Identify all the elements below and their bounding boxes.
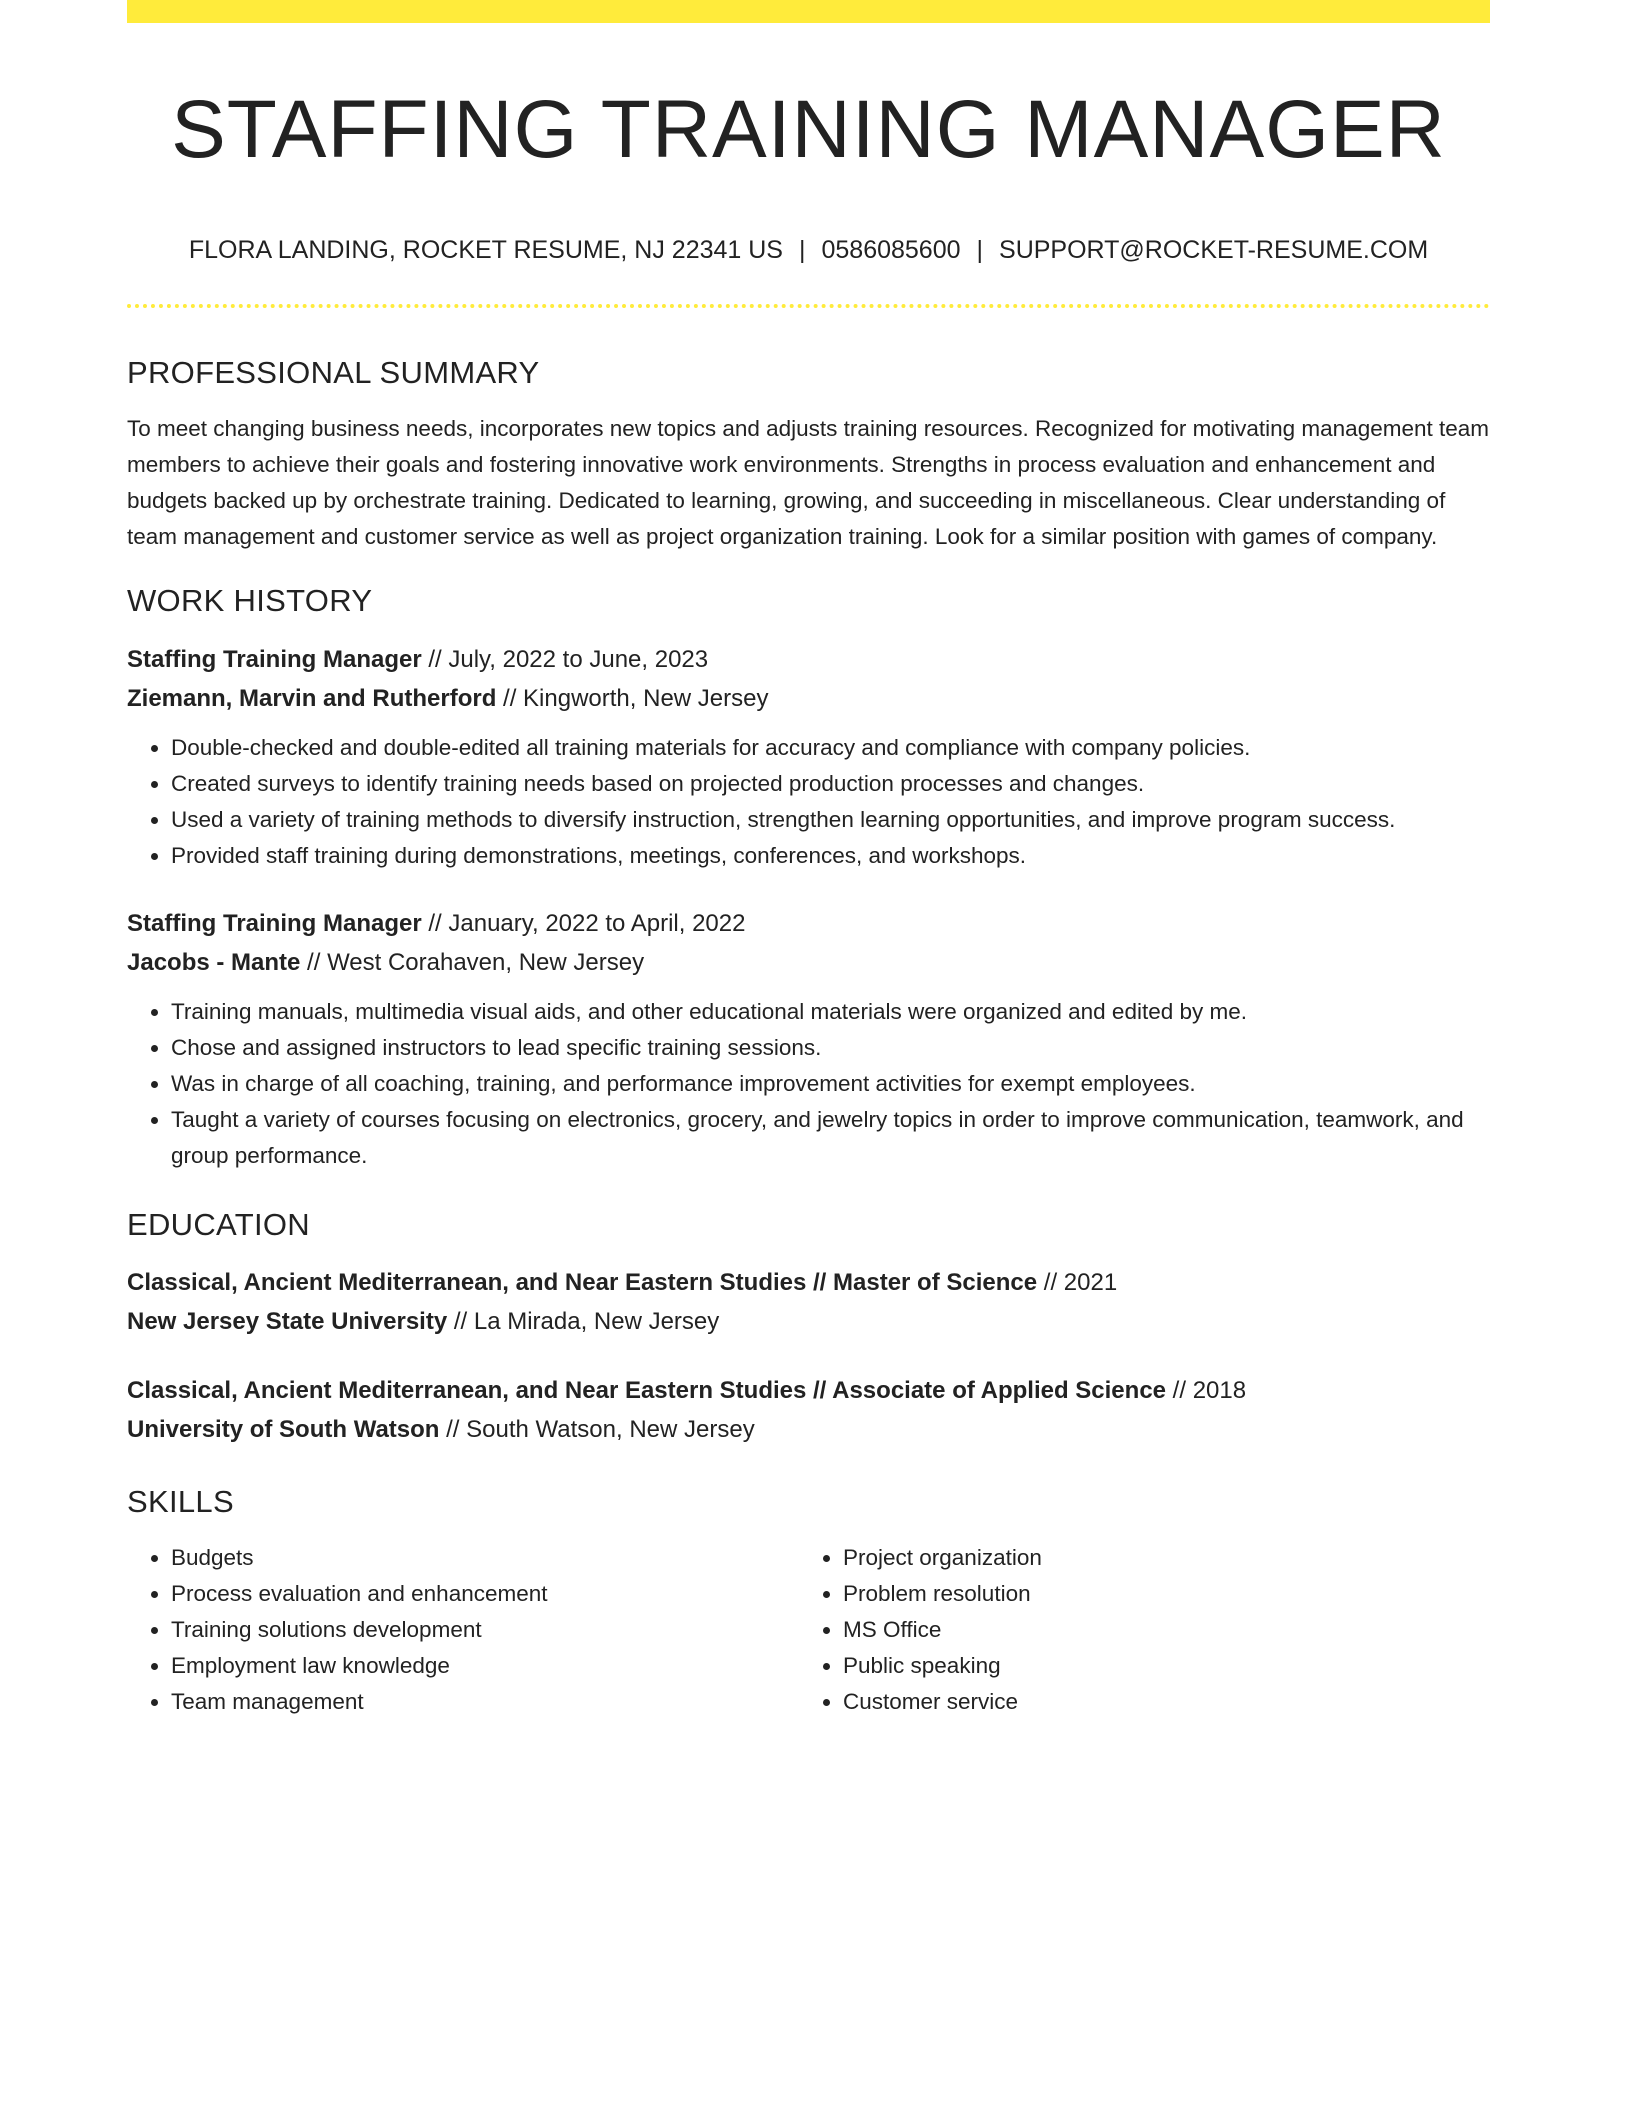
education-degree: Classical, Ancient Mediterranean, and Near Eastern Studies // Master of Science <box>127 1268 1038 1296</box>
education-school: University of South Watson <box>127 1415 440 1443</box>
job-bullet: • Taught a variety of courses focusing on electronics, grocery, and jewelry topics in order to improve communication, teamwork, and group performance. <box>171 1102 1490 1174</box>
job-company: Jacobs - Mante <box>127 948 301 976</box>
job-bullets <box>127 730 1490 874</box>
section-title-work-history: WORK HISTORY <box>127 583 373 619</box>
skill-item: • Process evaluation and enhancement <box>171 1576 798 1612</box>
job-company: Ziemann, Marvin and Rutherford <box>127 684 497 712</box>
skills-columns <box>127 1540 1490 1720</box>
education-degree-line <box>127 1263 1490 1302</box>
section-title-education: EDUCATION <box>127 1206 310 1242</box>
education-year: // 2018 <box>1166 1376 1247 1404</box>
education-entry <box>127 1263 1490 1341</box>
skills-list-left <box>127 1540 798 1720</box>
contact-phone: 0586085600 <box>821 236 961 265</box>
job-entry <box>127 640 1490 874</box>
section-title-summary: PROFESSIONAL SUMMARY <box>127 355 540 391</box>
contact-line <box>127 235 1490 265</box>
contact-email: SUPPORT@ROCKET-RESUME.COM <box>999 236 1429 265</box>
education-school-line <box>127 1302 1490 1341</box>
job-location: // Kingworth, New Jersey <box>496 684 769 712</box>
job-bullet: • Used a variety of training methods to diversify instruction, strengthen learning opportunities, and improve program success. <box>171 802 1490 838</box>
contact-address: FLORA LANDING, ROCKET RESUME, NJ 22341 US <box>188 236 783 265</box>
skill-item: • Employment law knowledge <box>171 1648 798 1684</box>
job-entry <box>127 904 1490 1174</box>
education-school: New Jersey State University <box>127 1307 448 1335</box>
skill-item: • Project organization <box>843 1540 1470 1576</box>
education-location: // La Mirada, New Jersey <box>447 1307 720 1335</box>
job-company-line <box>127 943 1490 982</box>
summary-text: To meet changing business needs, incorporates new topics and adjusts training resources. Recognized for motivating management team members to achieve their goals and fostering innovative work environments. Strengths in process evaluation and enhancement and budgets backed up by orchestrate training. Dedicated to learning, growing, and succeeding in miscellaneous. Clear understanding of team management and customer service as well as project organization training. Look for a similar position with games of company. <box>127 416 1490 550</box>
education-degree-line <box>127 1371 1490 1410</box>
job-dates: // January, 2022 to April, 2022 <box>421 909 746 937</box>
job-bullet: • Was in charge of all coaching, training, and performance improvement activities for exempt employees. <box>171 1066 1490 1102</box>
job-bullet: • Created surveys to identify training needs based on projected production processes and changes. <box>171 766 1490 802</box>
skill-item: • Customer service <box>843 1684 1470 1720</box>
contact-separator: | <box>798 236 806 265</box>
job-header <box>127 640 1490 679</box>
job-bullet: • Double-checked and double-edited all training materials for accuracy and compliance with company policies. <box>171 730 1490 766</box>
contact-separator: | <box>976 236 984 265</box>
education-entry <box>127 1371 1490 1449</box>
skill-item: • Team management <box>171 1684 798 1720</box>
skill-item: • Training solutions development <box>171 1612 798 1648</box>
skill-item: • Problem resolution <box>843 1576 1470 1612</box>
job-bullet: • Chose and assigned instructors to lead specific training sessions. <box>171 1030 1490 1066</box>
job-bullets <box>127 994 1490 1174</box>
skill-item: • Public speaking <box>843 1648 1470 1684</box>
job-header <box>127 904 1490 943</box>
accent-bar <box>127 0 1490 23</box>
education-degree: Classical, Ancient Mediterranean, and Near Eastern Studies // Associate of Applied Science <box>127 1376 1167 1404</box>
section-title-skills: SKILLS <box>127 1483 234 1519</box>
job-position: Staffing Training Manager <box>127 909 422 937</box>
dotted-divider <box>127 304 1490 308</box>
skill-item: • MS Office <box>843 1612 1470 1648</box>
education-year: // 2021 <box>1037 1268 1118 1296</box>
candidate-title: STAFFING TRAINING MANAGER <box>171 84 1446 175</box>
resume-content <box>127 23 1490 1720</box>
job-location: // West Corahaven, New Jersey <box>300 948 645 976</box>
job-bullet: • Provided staff training during demonstrations, meetings, conferences, and workshops. <box>171 838 1490 874</box>
job-company-line <box>127 679 1490 718</box>
job-bullet: • Training manuals, multimedia visual aids, and other educational materials were organized and edited by me. <box>171 994 1490 1030</box>
job-position: Staffing Training Manager <box>127 645 422 673</box>
skill-item: • Budgets <box>171 1540 798 1576</box>
education-school-line <box>127 1410 1490 1449</box>
job-dates: // July, 2022 to June, 2023 <box>421 645 709 673</box>
education-location: // South Watson, New Jersey <box>439 1415 755 1443</box>
skills-list-right <box>798 1540 1470 1720</box>
